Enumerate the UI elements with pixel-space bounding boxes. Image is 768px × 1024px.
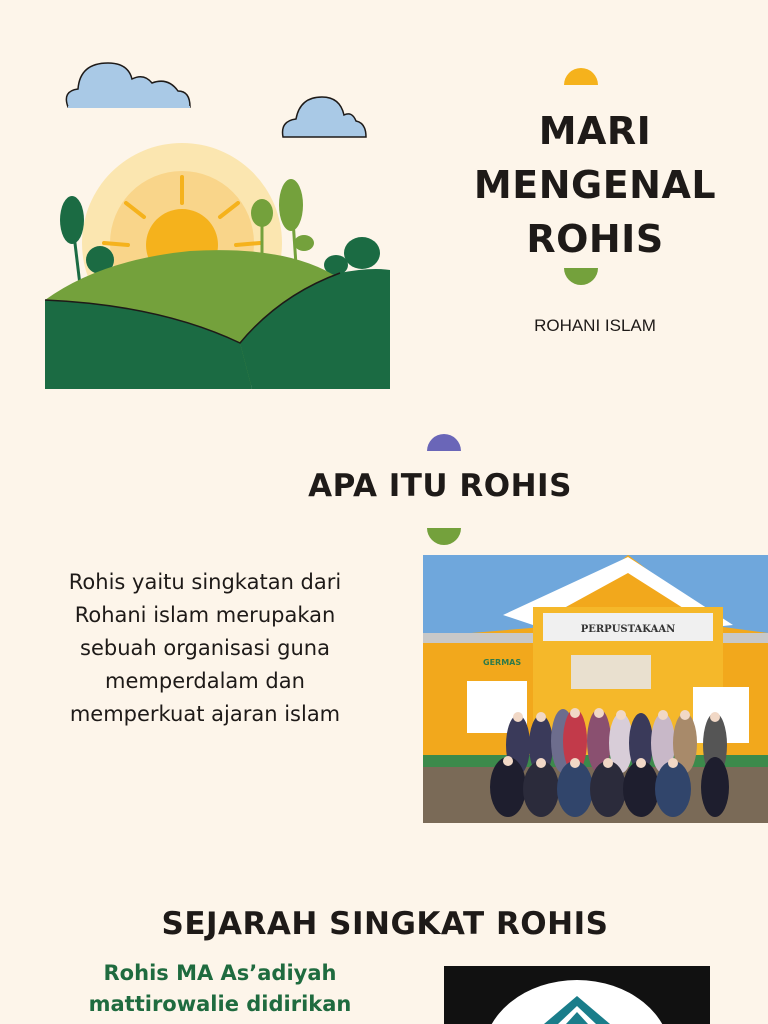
- rohis-logo-image: [444, 966, 710, 1024]
- body-line: Rohis MA As’adiyah: [103, 961, 337, 985]
- decorative-dot: [564, 68, 598, 85]
- page-subtitle: ROHANI ISLAM: [534, 316, 656, 335]
- cloud-icon: [66, 63, 190, 107]
- body-line: Rohani islam merupakan: [74, 603, 336, 627]
- body-line: mattirowalie didirikan: [88, 992, 352, 1016]
- title-line: ROHIS: [526, 217, 664, 261]
- page-title: [430, 104, 760, 266]
- body-line: memperdalam dan: [105, 669, 305, 693]
- cloud-icon: [283, 97, 366, 137]
- section-body-text: [30, 958, 410, 1020]
- library-sign: PERPUSTAKAAN: [580, 624, 676, 635]
- decorative-dot: [564, 268, 598, 285]
- section-title-sejarah: SEJARAH SINGKAT ROHIS: [161, 906, 609, 942]
- body-line: Rohis yaitu singkatan dari: [68, 570, 342, 594]
- title-line: MARI: [538, 109, 652, 153]
- landscape-illustration: [40, 55, 400, 395]
- decorative-dot: [427, 528, 461, 545]
- decorative-dot: [427, 434, 461, 451]
- body-line: sebuah organisasi guna: [80, 636, 330, 660]
- section-title-apa-itu-rohis: APA ITU ROHIS: [308, 468, 572, 504]
- title-line: MENGENAL: [473, 163, 717, 207]
- body-line: memperkuat ajaran islam: [69, 702, 341, 726]
- wall-logo-text: GERMAS: [483, 658, 522, 667]
- group-photo: [423, 555, 768, 823]
- section-body-text: [20, 566, 390, 731]
